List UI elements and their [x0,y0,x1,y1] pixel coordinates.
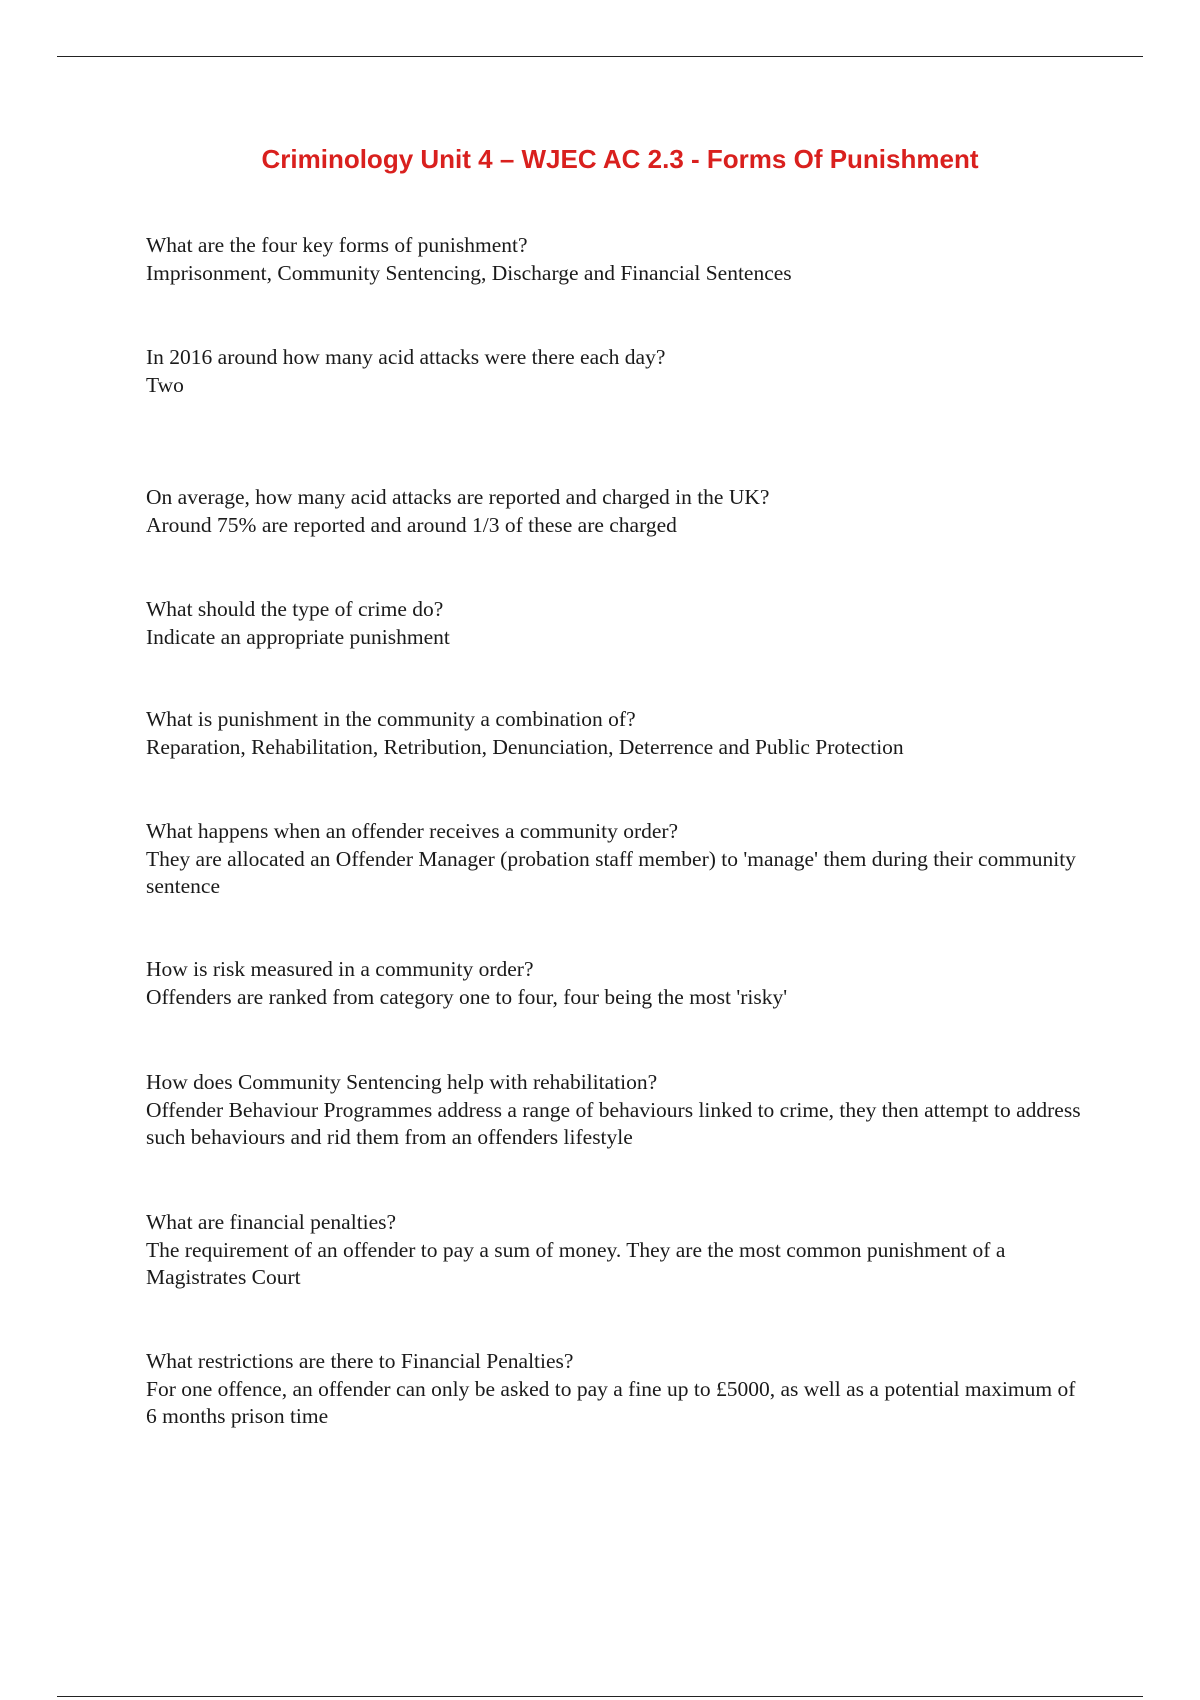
answer-text: Offenders are ranked from category one to four, four being the most 'risky' [146,984,788,1009]
question-text: What happens when an offender receives a community order? [146,819,679,843]
question-text: What are financial penalties? [146,1210,397,1234]
header-rule [57,56,1143,57]
answer-text: For one offence, an offender can only be asked to pay a fine up to £5000, as well as a potential maximum of 6 months prison time [146,1376,1076,1428]
answer-text: Reparation, Rehabilitation, Retribution, Denunciation, Deterrence and Public Protection [146,734,904,759]
qa-item [146,344,1086,399]
answer-text: They are allocated an Offender Manager (probation staff member) to 'manage' them during their community sentence [146,846,1076,898]
qa-item [146,956,1086,1011]
answer-text: Offender Behaviour Programmes address a range of behaviours linked to crime, they then attempt to address such behaviours and rid them from an offenders lifestyle [146,1097,1081,1149]
qa-item [146,596,1086,651]
question-text: On average, how many acid attacks are reported and charged in the UK? [146,485,770,509]
answer-text: Two [146,372,184,397]
question-text: What are the four key forms of punishment? [146,233,528,257]
question-text: What should the type of crime do? [146,597,444,621]
answer-text: Imprisonment, Community Sentencing, Discharge and Financial Sentences [146,260,792,285]
qa-item [146,1069,1086,1152]
answer-text: Around 75% are reported and around 1/3 of these are charged [146,512,677,537]
footer-rule [57,1696,1143,1697]
document-title: Criminology Unit 4 – WJEC AC 2.3 - Forms Of Punishment [261,144,979,174]
question-text: What restrictions are there to Financial Penalties? [146,1349,574,1373]
answer-text: The requirement of an offender to pay a sum of money. They are the most common punishment of a Magistrates Court [146,1237,1006,1289]
qa-item [146,232,1086,287]
qa-item [146,1209,1086,1292]
qa-item [146,818,1086,901]
qa-item [146,484,1086,539]
question-text: In 2016 around how many acid attacks were there each day? [146,345,666,369]
answer-text: Indicate an appropriate punishment [146,624,450,649]
question-text: What is punishment in the community a combination of? [146,707,636,731]
question-text: How does Community Sentencing help with rehabilitation? [146,1070,658,1094]
qa-item [146,1348,1086,1431]
question-text: How is risk measured in a community order? [146,957,534,981]
qa-item [146,706,1086,761]
